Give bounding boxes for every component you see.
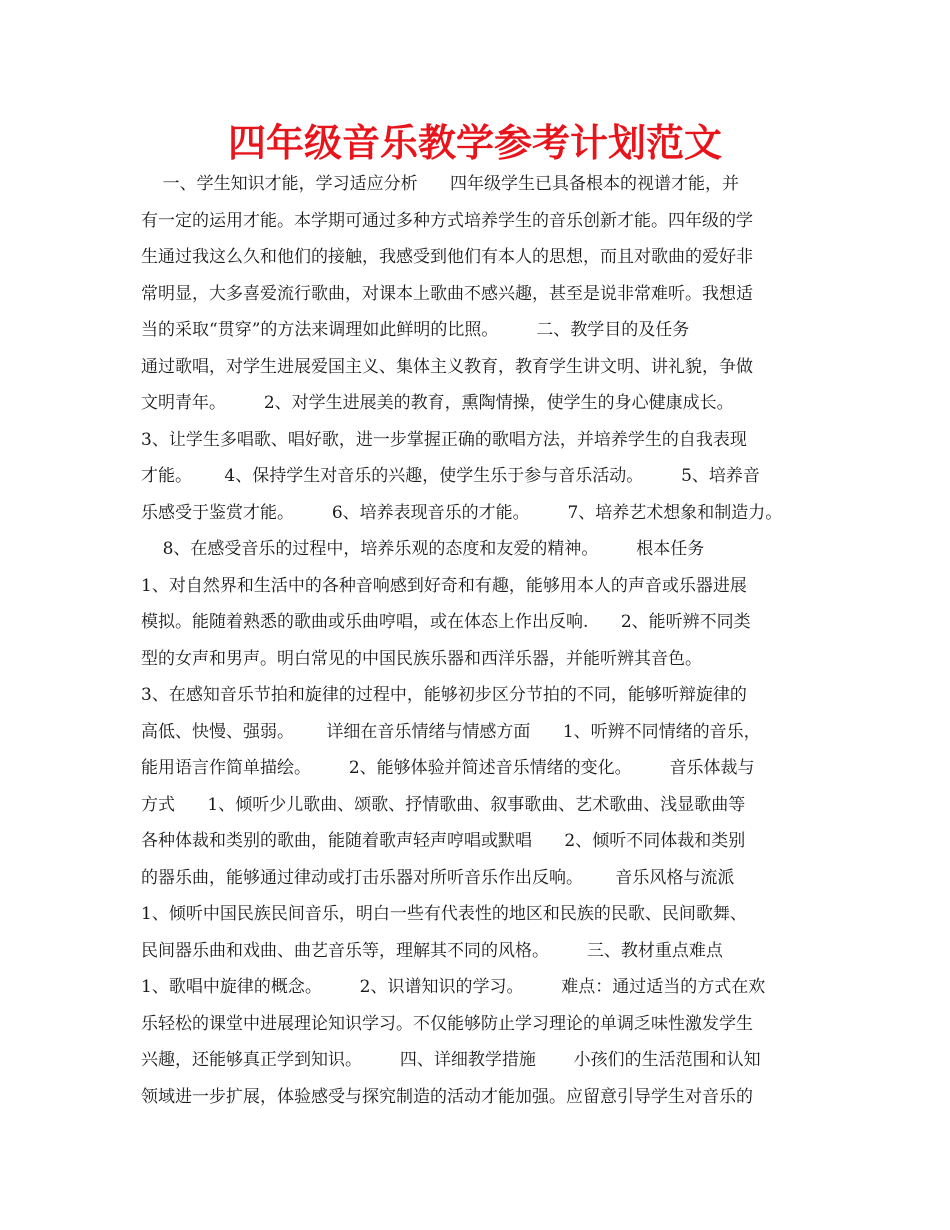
- body-line: 8、在感受音乐的过程中，培养乐观的态度和友爱的精神。 根本任务: [141, 539, 705, 559]
- body-line: 1、倾听中国民族民间音乐，明白一些有代表性的地区和民族的民歌、民间歌舞、: [141, 904, 747, 924]
- body-line: 文明青年。 2、对学生进展美的教育，熏陶情操，使学生的身心健康成长。: [141, 393, 734, 413]
- body-line: 兴趣，还能够真正学到知识。 四、详细教学措施 小孩们的生活范围和认知: [141, 1050, 761, 1070]
- body-line: 有一定的运用才能。本学期可通过多种方式培养学生的音乐创新才能。四年级的学: [141, 210, 753, 231]
- body-line: 才能。 4、保持学生对音乐的兴趣，使学生乐于参与音乐活动。 5、培养音: [141, 466, 760, 486]
- body-line: 3、在感知音乐节拍和旋律的过程中，能够初步区分节拍的不同，能够听辩旋律的: [141, 685, 747, 705]
- body-line: 常明显，大多喜爱流行歌曲，对课本上歌曲不感兴趣，甚至是说非常难听。我想适: [141, 283, 753, 304]
- body-line: 能用语言作简单描绘。 2、能够体验并简述音乐情绪的变化。 音乐体裁与: [141, 758, 755, 778]
- body-line: 1、歌唱中旋律的概念。 2、识谱知识的学习。 难点：通过适当的方式在欢: [141, 977, 766, 997]
- body-line: 高低、快慢、强弱。 详细在音乐情绪与情感方面 1、听辨不同情绪的音乐，: [141, 721, 761, 742]
- body-line: 的器乐曲，能够通过律动或打击乐器对所听音乐作出反响。 音乐风格与流派: [141, 867, 735, 888]
- body-line: 乐感受于鉴赏才能。 6、培养表现音乐的才能。 7、培养艺术想象和制造力。: [141, 502, 783, 523]
- body-line: 各种体裁和类别的歌曲，能随着歌声轻声哼唱或默唱 2、倾听不同体裁和类别: [141, 831, 746, 851]
- body-line: 一、学生知识才能，学习适应分析 四年级学生已具备根本的视谱才能，并: [141, 174, 740, 194]
- document-title: 四年级音乐教学参考计划范文: [227, 121, 722, 165]
- body-line: 领域进一步扩展，体验感受与探究制造的活动才能加强。应留意引导学生对音乐的: [141, 1086, 753, 1107]
- body-line: 型的女声和男声。明白常见的中国民族乐器和西洋乐器，并能听辨其音色。: [141, 648, 702, 669]
- body-line: 当的采取“贯穿”的方法来调理如此鲜明的比照。 二、教学目的及任务: [141, 320, 690, 340]
- body-line: 模拟。能随着熟悉的歌曲或乐曲哼唱，或在体态上作出反响. 2、能听辨不同类: [141, 612, 751, 632]
- body-line: 1、对自然界和生活中的各种音响感到好奇和有趣，能够用本人的声音或乐器进展: [141, 575, 747, 596]
- body-line: 通过歌唱，对学生进展爱国主义、集体主义教育，教育学生讲文明、讲礼貌，争做: [141, 356, 753, 377]
- body-line: 方式 1、倾听少儿歌曲、颂歌、抒情歌曲、叙事歌曲、艺术歌曲、浅显歌曲等: [141, 794, 746, 815]
- document-body: [141, 166, 821, 1115]
- body-line: 生通过我这么久和他们的接触，我感受到他们有本人的思想，而且对歌曲的爱好非: [141, 247, 753, 267]
- body-line: 3、让学生多唱歌、唱好歌，进一步掌握正确的歌唱方法，并培养学生的自我表现: [141, 429, 747, 450]
- body-line: 民间器乐曲和戏曲、曲艺音乐等，理解其不同的风格。 三、教材重点难点: [141, 940, 723, 961]
- body-line: 乐轻松的课堂中进展理论知识学习。不仅能够防止学习理论的单调乏味性激发学生: [141, 1013, 753, 1034]
